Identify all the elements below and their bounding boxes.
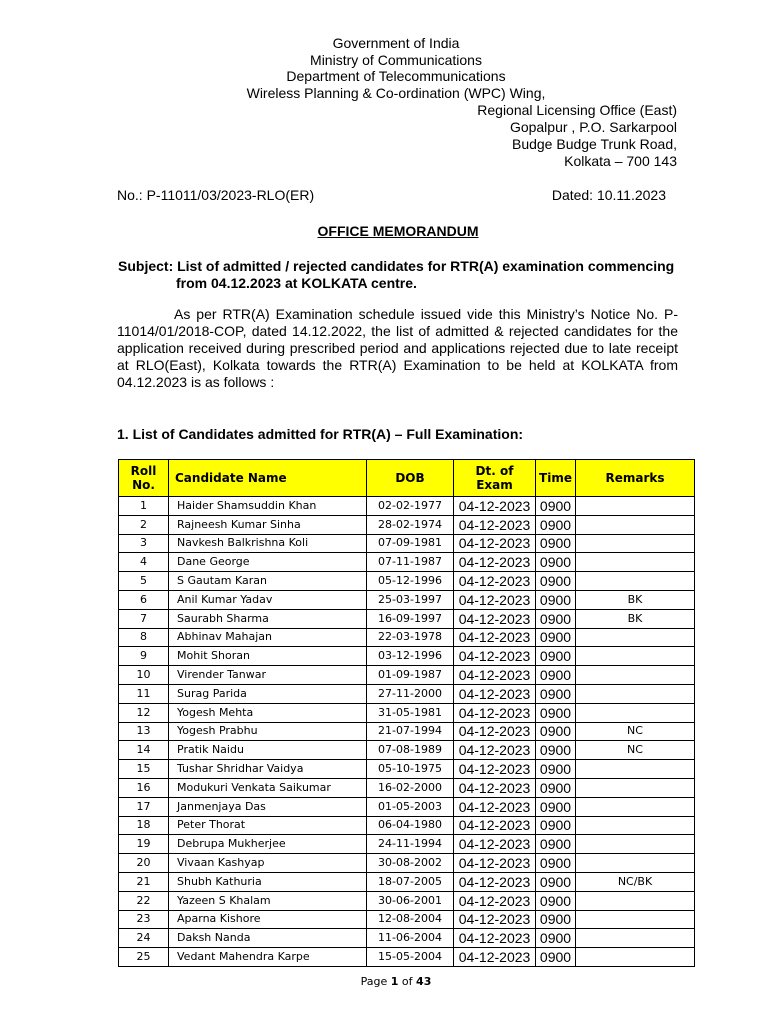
header-exam-line-1: Dt. of bbox=[475, 464, 514, 478]
exam-date-cell: 04-12-2023 bbox=[454, 553, 536, 572]
header-remarks: Remarks bbox=[576, 460, 695, 497]
exam-date-cell: 04-12-2023 bbox=[454, 741, 536, 760]
dob-cell: 07-08-1989 bbox=[367, 741, 454, 760]
roll-no-cell: 12 bbox=[119, 703, 169, 722]
candidate-name-cell: Vivaan Kashyap bbox=[169, 854, 367, 873]
candidate-name-cell: Surag Parida bbox=[169, 684, 367, 703]
header-ministry: Ministry of Communications bbox=[310, 52, 482, 68]
time-cell: 0900 bbox=[536, 628, 576, 647]
roll-no-cell: 18 bbox=[119, 816, 169, 835]
time-cell: 0900 bbox=[536, 910, 576, 929]
dob-cell: 02-02-1977 bbox=[367, 497, 454, 516]
table-row bbox=[119, 647, 695, 666]
roll-no-cell: 24 bbox=[119, 929, 169, 948]
time-cell: 0900 bbox=[536, 666, 576, 685]
table-row bbox=[119, 572, 695, 591]
roll-no-cell: 23 bbox=[119, 910, 169, 929]
roll-no-cell: 6 bbox=[119, 590, 169, 609]
candidate-name-cell: Mohit Shoran bbox=[169, 647, 367, 666]
roll-no-cell: 3 bbox=[119, 534, 169, 553]
roll-no-cell: 11 bbox=[119, 684, 169, 703]
table-row bbox=[119, 872, 695, 891]
roll-no-cell: 16 bbox=[119, 778, 169, 797]
exam-date-cell: 04-12-2023 bbox=[454, 497, 536, 516]
header-candidate-name: Candidate Name bbox=[169, 460, 367, 497]
remarks-cell bbox=[576, 572, 695, 591]
table-row bbox=[119, 778, 695, 797]
dob-cell: 05-12-1996 bbox=[367, 572, 454, 591]
time-cell: 0900 bbox=[536, 778, 576, 797]
roll-no-cell: 15 bbox=[119, 760, 169, 779]
remarks-cell bbox=[576, 891, 695, 910]
exam-date-cell: 04-12-2023 bbox=[454, 703, 536, 722]
candidate-name-cell: Shubh Kathuria bbox=[169, 872, 367, 891]
exam-date-cell: 04-12-2023 bbox=[454, 666, 536, 685]
time-cell: 0900 bbox=[536, 854, 576, 873]
footer-of: of bbox=[398, 975, 417, 988]
remarks-cell bbox=[576, 647, 695, 666]
table-row bbox=[119, 590, 695, 609]
roll-no-cell: 8 bbox=[119, 628, 169, 647]
exam-date-cell: 04-12-2023 bbox=[454, 760, 536, 779]
exam-date-cell: 04-12-2023 bbox=[454, 628, 536, 647]
subject-line-1: Subject: List of admitted / rejected candidates for RTR(A) examination commencing bbox=[118, 258, 675, 274]
time-cell: 0900 bbox=[536, 872, 576, 891]
candidate-name-cell: Yazeen S Khalam bbox=[169, 891, 367, 910]
exam-date-cell: 04-12-2023 bbox=[454, 891, 536, 910]
remarks-cell: BK bbox=[576, 609, 695, 628]
time-cell: 0900 bbox=[536, 797, 576, 816]
dob-cell: 06-04-1980 bbox=[367, 816, 454, 835]
remarks-cell bbox=[576, 929, 695, 948]
candidate-name-cell: Navkesh Balkrishna Koli bbox=[169, 534, 367, 553]
time-cell: 0900 bbox=[536, 816, 576, 835]
exam-date-cell: 04-12-2023 bbox=[454, 609, 536, 628]
table-row bbox=[119, 948, 695, 967]
exam-date-cell: 04-12-2023 bbox=[454, 929, 536, 948]
exam-date-cell: 04-12-2023 bbox=[454, 647, 536, 666]
candidate-name-cell: Aparna Kishore bbox=[169, 910, 367, 929]
exam-date-cell: 04-12-2023 bbox=[454, 515, 536, 534]
time-cell: 0900 bbox=[536, 741, 576, 760]
candidate-name-cell: Dane George bbox=[169, 553, 367, 572]
roll-no-cell: 14 bbox=[119, 741, 169, 760]
header-roll-line-2: No. bbox=[132, 478, 155, 492]
subject bbox=[118, 258, 688, 292]
header-roll-line-1: Roll bbox=[130, 464, 157, 478]
candidate-name-cell: Saurabh Sharma bbox=[169, 609, 367, 628]
section-heading: 1. List of Candidates admitted for RTR(A) – Full Examination: bbox=[117, 426, 524, 442]
dob-cell: 01-05-2003 bbox=[367, 797, 454, 816]
exam-date-cell: 04-12-2023 bbox=[454, 835, 536, 854]
header-department: Department of Telecommunications bbox=[286, 68, 506, 84]
header-exam-date bbox=[454, 460, 536, 497]
dob-cell: 07-11-1987 bbox=[367, 553, 454, 572]
dob-cell: 25-03-1997 bbox=[367, 590, 454, 609]
candidate-name-cell: Tushar Shridhar Vaidya bbox=[169, 760, 367, 779]
candidate-name-cell: Daksh Nanda bbox=[169, 929, 367, 948]
candidate-name-cell: S Gautam Karan bbox=[169, 572, 367, 591]
table-row bbox=[119, 703, 695, 722]
roll-no-cell: 20 bbox=[119, 854, 169, 873]
remarks-cell bbox=[576, 628, 695, 647]
roll-no-cell: 17 bbox=[119, 797, 169, 816]
time-cell: 0900 bbox=[536, 647, 576, 666]
table-row bbox=[119, 797, 695, 816]
table-row bbox=[119, 515, 695, 534]
table-row bbox=[119, 816, 695, 835]
table-row bbox=[119, 628, 695, 647]
time-cell: 0900 bbox=[536, 609, 576, 628]
subject-line-2: from 04.12.2023 at KOLKATA centre. bbox=[176, 275, 417, 291]
dob-cell: 27-11-2000 bbox=[367, 684, 454, 703]
remarks-cell bbox=[576, 816, 695, 835]
admitted-candidates-table bbox=[118, 459, 695, 967]
table-row bbox=[119, 910, 695, 929]
table-row bbox=[119, 534, 695, 553]
candidate-name-cell: Vedant Mahendra Karpe bbox=[169, 948, 367, 967]
remarks-cell bbox=[576, 760, 695, 779]
exam-date-cell: 04-12-2023 bbox=[454, 722, 536, 741]
time-cell: 0900 bbox=[536, 553, 576, 572]
roll-no-cell: 19 bbox=[119, 835, 169, 854]
footer-current-page: 1 bbox=[390, 975, 399, 988]
dob-cell: 24-11-1994 bbox=[367, 835, 454, 854]
exam-date-cell: 04-12-2023 bbox=[454, 816, 536, 835]
remarks-cell: NC bbox=[576, 722, 695, 741]
time-cell: 0900 bbox=[536, 572, 576, 591]
candidate-name-cell: Peter Thorat bbox=[169, 816, 367, 835]
exam-date-cell: 04-12-2023 bbox=[454, 590, 536, 609]
remarks-cell bbox=[576, 534, 695, 553]
table-body bbox=[119, 497, 695, 967]
roll-no-cell: 5 bbox=[119, 572, 169, 591]
remarks-cell bbox=[576, 515, 695, 534]
roll-no-cell: 22 bbox=[119, 891, 169, 910]
candidate-name-cell: Anil Kumar Yadav bbox=[169, 590, 367, 609]
remarks-cell: BK bbox=[576, 590, 695, 609]
table-row bbox=[119, 929, 695, 948]
footer-total-pages: 43 bbox=[416, 975, 432, 988]
page-footer bbox=[0, 975, 768, 988]
remarks-cell bbox=[576, 910, 695, 929]
time-cell: 0900 bbox=[536, 534, 576, 553]
header-govt: Government of India bbox=[332, 35, 460, 51]
dob-cell: 12-08-2004 bbox=[367, 910, 454, 929]
header-address-3: Kolkata – 700 143 bbox=[564, 153, 677, 169]
dob-cell: 07-09-1981 bbox=[367, 534, 454, 553]
dob-cell: 18-07-2005 bbox=[367, 872, 454, 891]
exam-date-cell: 04-12-2023 bbox=[454, 910, 536, 929]
table-row bbox=[119, 666, 695, 685]
header-address-2: Budge Budge Trunk Road, bbox=[511, 136, 677, 152]
remarks-cell bbox=[576, 553, 695, 572]
remarks-cell bbox=[576, 778, 695, 797]
time-cell: 0900 bbox=[536, 948, 576, 967]
table-row bbox=[119, 854, 695, 873]
exam-date-cell: 04-12-2023 bbox=[454, 854, 536, 873]
candidate-name-cell: Abhinav Mahajan bbox=[169, 628, 367, 647]
candidate-name-cell: Haider Shamsuddin Khan bbox=[169, 497, 367, 516]
table-row bbox=[119, 609, 695, 628]
footer-prefix: Page bbox=[360, 975, 391, 988]
remarks-cell bbox=[576, 703, 695, 722]
candidate-name-cell: Yogesh Prabhu bbox=[169, 722, 367, 741]
candidate-name-cell: Rajneesh Kumar Sinha bbox=[169, 515, 367, 534]
dob-cell: 03-12-1996 bbox=[367, 647, 454, 666]
table-row bbox=[119, 553, 695, 572]
roll-no-cell: 21 bbox=[119, 872, 169, 891]
dob-cell: 16-09-1997 bbox=[367, 609, 454, 628]
header-time: Time bbox=[536, 460, 576, 497]
roll-no-cell: 9 bbox=[119, 647, 169, 666]
candidate-name-cell: Virender Tanwar bbox=[169, 666, 367, 685]
remarks-cell bbox=[576, 835, 695, 854]
roll-no-cell: 1 bbox=[119, 497, 169, 516]
candidate-name-cell: Yogesh Mehta bbox=[169, 703, 367, 722]
dob-cell: 22-03-1978 bbox=[367, 628, 454, 647]
candidate-name-cell: Modukuri Venkata Saikumar bbox=[169, 778, 367, 797]
header-office: Regional Licensing Office (East) bbox=[477, 102, 677, 118]
dob-cell: 15-05-2004 bbox=[367, 948, 454, 967]
remarks-cell bbox=[576, 797, 695, 816]
exam-date-cell: 04-12-2023 bbox=[454, 572, 536, 591]
time-cell: 0900 bbox=[536, 760, 576, 779]
dob-cell: 30-08-2002 bbox=[367, 854, 454, 873]
candidate-name-cell: Debrupa Mukherjee bbox=[169, 835, 367, 854]
dob-cell: 01-09-1987 bbox=[367, 666, 454, 685]
header-dob: DOB bbox=[367, 460, 454, 497]
remarks-cell bbox=[576, 666, 695, 685]
table-row bbox=[119, 835, 695, 854]
time-cell: 0900 bbox=[536, 590, 576, 609]
reference-date: Dated: 10.11.2023 bbox=[551, 187, 666, 203]
dob-cell: 16-02-2000 bbox=[367, 778, 454, 797]
remarks-cell bbox=[576, 854, 695, 873]
time-cell: 0900 bbox=[536, 515, 576, 534]
roll-no-cell: 10 bbox=[119, 666, 169, 685]
table-row bbox=[119, 684, 695, 703]
exam-date-cell: 04-12-2023 bbox=[454, 778, 536, 797]
header-address-1: Gopalpur , P.O. Sarkarpool bbox=[509, 119, 677, 135]
remarks-cell bbox=[576, 948, 695, 967]
exam-date-cell: 04-12-2023 bbox=[454, 948, 536, 967]
roll-no-cell: 2 bbox=[119, 515, 169, 534]
dob-cell: 21-07-1994 bbox=[367, 722, 454, 741]
header-roll-no bbox=[119, 460, 169, 497]
time-cell: 0900 bbox=[536, 835, 576, 854]
roll-no-cell: 13 bbox=[119, 722, 169, 741]
remarks-cell bbox=[576, 497, 695, 516]
memo-title: OFFICE MEMORANDUM bbox=[317, 223, 479, 239]
time-cell: 0900 bbox=[536, 929, 576, 948]
exam-date-cell: 04-12-2023 bbox=[454, 684, 536, 703]
roll-no-cell: 7 bbox=[119, 609, 169, 628]
candidate-name-cell: Pratik Naidu bbox=[169, 741, 367, 760]
dob-cell: 30-06-2001 bbox=[367, 891, 454, 910]
table-row bbox=[119, 760, 695, 779]
dob-cell: 31-05-1981 bbox=[367, 703, 454, 722]
exam-date-cell: 04-12-2023 bbox=[454, 797, 536, 816]
reference-number: No.: P-11011/03/2023-RLO(ER) bbox=[117, 187, 315, 203]
time-cell: 0900 bbox=[536, 684, 576, 703]
header-exam-line-2: Exam bbox=[476, 478, 513, 492]
candidate-name-cell: Janmenjaya Das bbox=[169, 797, 367, 816]
roll-no-cell: 25 bbox=[119, 948, 169, 967]
roll-no-cell: 4 bbox=[119, 553, 169, 572]
table-row bbox=[119, 891, 695, 910]
dob-cell: 11-06-2004 bbox=[367, 929, 454, 948]
table-header-row bbox=[119, 460, 695, 497]
exam-date-cell: 04-12-2023 bbox=[454, 534, 536, 553]
remarks-cell: NC bbox=[576, 741, 695, 760]
time-cell: 0900 bbox=[536, 722, 576, 741]
time-cell: 0900 bbox=[536, 497, 576, 516]
header-wing: Wireless Planning & Co-ordination (WPC) Wing, bbox=[246, 85, 546, 101]
time-cell: 0900 bbox=[536, 703, 576, 722]
dob-cell: 28-02-1974 bbox=[367, 515, 454, 534]
dob-cell: 05-10-1975 bbox=[367, 760, 454, 779]
exam-date-cell: 04-12-2023 bbox=[454, 872, 536, 891]
body-paragraph: As per RTR(A) Examination schedule issued vide this Ministry’s Notice No. P-11014/01/2018-COP, dated 14.12.2022, the list of admitted & rejected candidates for the application received during prescribed period and applications rejected due to late receipt at RLO(East), Kolkata towards the RTR(A) Examination to be held at KOLKATA from 04.12.2023 is as follows : bbox=[117, 306, 678, 390]
remarks-cell: NC/BK bbox=[576, 872, 695, 891]
remarks-cell bbox=[576, 684, 695, 703]
table-row bbox=[119, 741, 695, 760]
table-row bbox=[119, 497, 695, 516]
time-cell: 0900 bbox=[536, 891, 576, 910]
table-row bbox=[119, 722, 695, 741]
